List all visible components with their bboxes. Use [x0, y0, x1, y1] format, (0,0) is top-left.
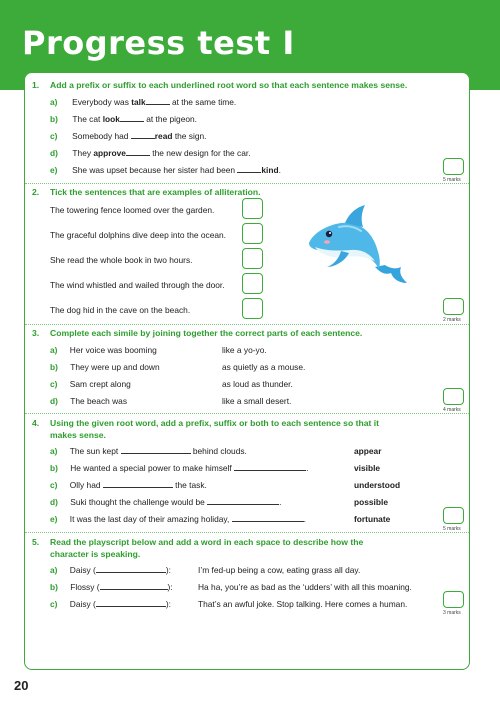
q1-item-e: e) She was upset because her sister had been kind. [50, 165, 281, 175]
q3-left-part: a) Her voice was booming [50, 345, 157, 355]
dolphin-illustration [305, 203, 413, 285]
q3-number: 3. [32, 328, 40, 338]
tick-box[interactable] [242, 273, 263, 294]
q4-item-b: b) He wanted a special power to make himself . [50, 463, 309, 473]
tick-box[interactable] [242, 223, 263, 244]
q4-marks-label: 5 marks [443, 526, 461, 532]
q5-instruction-cont: character is speaking. [50, 549, 141, 559]
q1-marks-box[interactable] [443, 158, 464, 175]
q4-marks-box[interactable] [443, 507, 464, 524]
root-word: approve [93, 148, 126, 158]
q4-item-d: d) Suki thought the challenge would be . [50, 497, 282, 507]
q4-instruction-cont: makes sense. [50, 430, 106, 440]
q5-script-line: I’m fed-up being a cow, eating grass all day. [198, 565, 361, 575]
q3-instruction: Complete each simile by joining together the correct parts of each sentence. [50, 328, 363, 338]
answer-blank[interactable] [232, 514, 304, 522]
divider [25, 183, 469, 184]
q1-item-c: c) Somebody had read the sign. [50, 131, 207, 141]
q4-root-word: understood [354, 480, 401, 490]
q5-item-a: a) Daisy ( ): [50, 565, 171, 575]
q3-left-part: b) They were up and down [50, 362, 160, 372]
q4-item-a: a) The sun kept behind clouds. [50, 446, 247, 456]
q4-item-c: c) Olly had the task. [50, 480, 207, 490]
q2-marks-box[interactable] [443, 298, 464, 315]
q2-sentence: The towering fence loomed over the garden. [50, 205, 215, 215]
q2-marks-label: 2 marks [443, 317, 461, 323]
divider [25, 324, 469, 325]
q5-marks-label: 3 marks [443, 610, 461, 616]
q1-item-b: b) The cat look at the pigeon. [50, 114, 197, 124]
page-title: Progress test I [22, 24, 295, 62]
root-word: read [154, 131, 173, 141]
q1-number: 1. [32, 80, 40, 90]
answer-blank[interactable] [131, 131, 155, 139]
q2-sentence: She read the whole book in two hours. [50, 255, 193, 265]
q3-right-part[interactable]: as loud as thunder. [222, 379, 293, 389]
answer-blank[interactable] [121, 446, 191, 454]
q5-number: 5. [32, 537, 40, 547]
answer-blank[interactable] [237, 165, 261, 173]
q3-right-part[interactable]: like a yo-yo. [222, 345, 267, 355]
tick-box[interactable] [242, 298, 263, 319]
q3-right-part[interactable]: as quietly as a mouse. [222, 362, 306, 372]
q4-root-word: fortunate [354, 514, 391, 524]
answer-blank[interactable] [146, 97, 170, 105]
q2-number: 2. [32, 187, 40, 197]
divider [25, 532, 469, 533]
root-word: look [102, 114, 120, 124]
q4-root-word: appear [354, 446, 382, 456]
divider [25, 413, 469, 414]
answer-blank[interactable] [234, 463, 306, 471]
answer-blank[interactable] [96, 599, 166, 607]
q1-marks-label: 5 marks [443, 177, 461, 183]
tick-box[interactable] [242, 198, 263, 219]
q5-script-line: That’s an awful joke. Stop talking. Here comes a human. [198, 599, 408, 609]
page-number: 20 [14, 678, 29, 693]
q1-item-label: a) [50, 97, 58, 107]
q2-instruction: Tick the sentences that are examples of alliteration. [50, 187, 261, 197]
root-word: kind [261, 165, 279, 175]
q2-sentence: The dog hid in the cave on the beach. [50, 305, 191, 315]
answer-blank[interactable] [103, 480, 173, 488]
q5-instruction: Read the playscript below and add a word in each space to describe how the [50, 537, 364, 547]
q4-root-word: possible [354, 497, 388, 507]
tick-box[interactable] [242, 248, 263, 269]
q3-right-part[interactable]: like a small desert. [222, 396, 292, 406]
answer-blank[interactable] [207, 497, 279, 505]
q4-instruction: Using the given root word, add a prefix, suffix or both to each sentence so that it [50, 418, 379, 428]
answer-blank[interactable] [100, 582, 168, 590]
q1-instruction: Add a prefix or suffix to each underlined root word so that each sentence makes sense. [50, 80, 408, 90]
q5-item-c: c) Daisy ( ): [50, 599, 171, 609]
answer-blank[interactable] [96, 565, 166, 573]
q4-item-e: e) It was the last day of their amazing holiday, . [50, 514, 306, 524]
answer-blank[interactable] [120, 114, 144, 122]
q4-number: 4. [32, 418, 40, 428]
q1-item-d: d) They approve the new design for the car. [50, 148, 251, 158]
q3-left-part: c) Sam crept along [50, 379, 131, 389]
q2-sentence: The wind whistled and wailed through the door. [50, 280, 225, 290]
q5-marks-box[interactable] [443, 591, 464, 608]
q5-item-b: b) Flossy ( ): [50, 582, 173, 592]
q3-marks-box[interactable] [443, 388, 464, 405]
q1-item-a: a) Everybody was talk at the same time. [50, 97, 237, 107]
q3-marks-label: 4 marks [443, 407, 461, 413]
q3-left-part: d) The beach was [50, 396, 128, 406]
root-word: talk [131, 97, 146, 107]
q5-script-line: Ha ha, you’re as bad as the ‘udders’ with all this moaning. [198, 582, 412, 592]
q4-root-word: visible [354, 463, 381, 473]
answer-blank[interactable] [126, 148, 150, 156]
q2-sentence: The graceful dolphins dive deep into the ocean. [50, 230, 226, 240]
